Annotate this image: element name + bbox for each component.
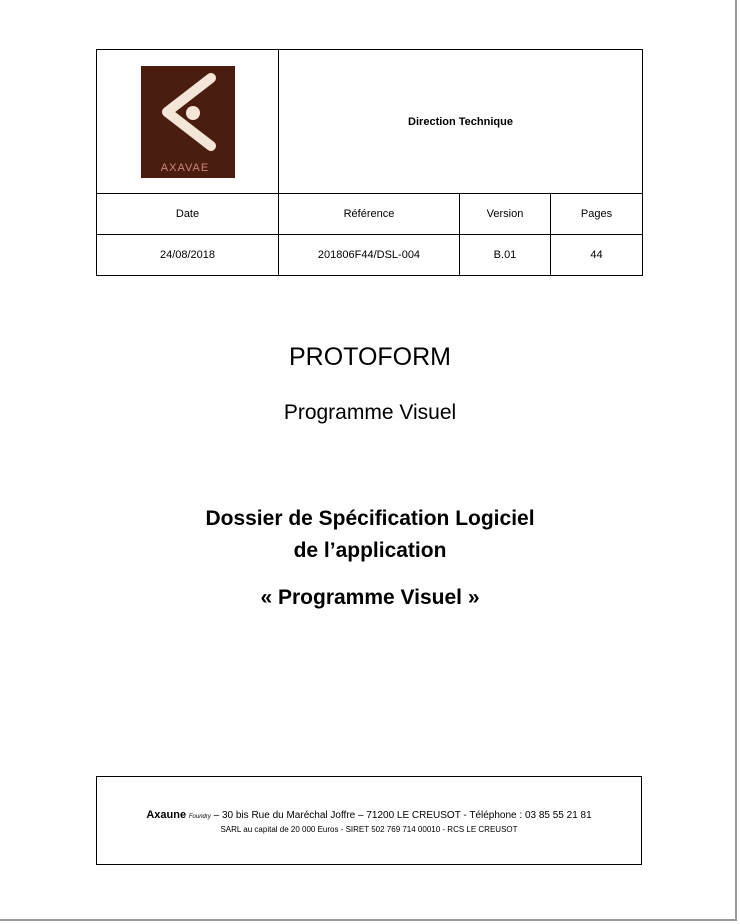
- logo-wordmark: AXAVAE: [160, 161, 209, 174]
- value-version: B.01: [460, 235, 551, 276]
- project-subtitle: Programme Visuel: [283, 401, 457, 424]
- col-label-reference: Référence: [279, 194, 460, 235]
- value-date: 24/08/2018: [97, 235, 279, 276]
- document-heading-line1: Dossier de Spécification Logiciel: [205, 507, 535, 530]
- footer-company-suffix: Foundry: [188, 814, 211, 820]
- footer-address-line: [97, 809, 641, 821]
- footer-box: [96, 776, 642, 865]
- department-title: Direction Technique: [279, 50, 643, 194]
- logo-cell: [97, 50, 279, 194]
- col-label-pages: Pages: [551, 194, 643, 235]
- col-label-date: Date: [97, 194, 279, 235]
- company-logo: [141, 66, 235, 178]
- document-heading-line3: « Programme Visuel »: [260, 586, 480, 609]
- footer-address: – 30 bis Rue du Maréchal Joffre – 71200 LE CREUSOT - Téléphone : 03 85 55 21 81: [210, 810, 592, 821]
- footer-legal: SARL au capital de 20 000 Euros - SIRET 502 769 714 00010 - RCS LE CREUSOT: [220, 825, 518, 834]
- document-heading-line2: de l’application: [293, 539, 447, 562]
- project-title: PROTOFORM: [288, 343, 452, 371]
- header-table: [96, 49, 643, 276]
- value-reference: 201806F44/DSL-004: [279, 235, 460, 276]
- value-pages: 44: [551, 235, 643, 276]
- footer-company: Axaune: [146, 809, 187, 821]
- col-label-version: Version: [460, 194, 551, 235]
